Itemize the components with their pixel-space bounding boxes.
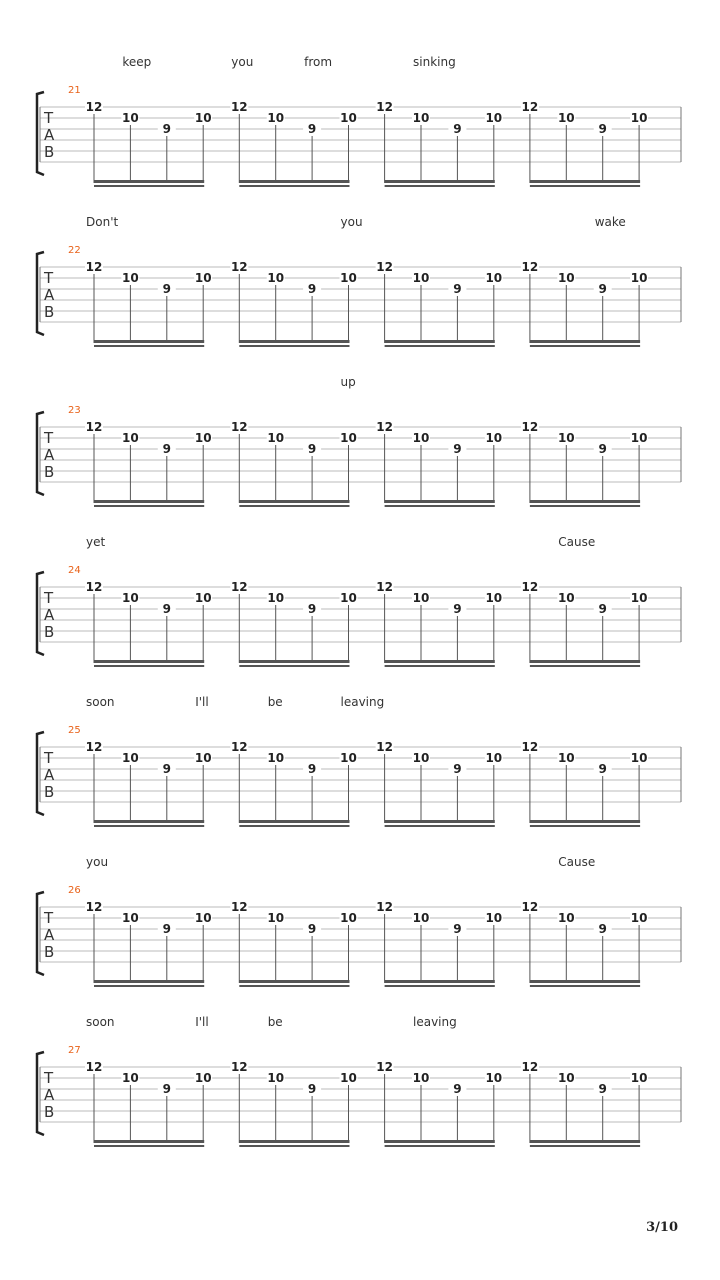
sixteenth-beam (239, 1145, 349, 1147)
fret-number: 10 (630, 431, 648, 445)
fret-number: 10 (557, 111, 575, 125)
lyric-word: soon (86, 1015, 115, 1029)
fret-number: 12 (230, 580, 248, 594)
sixteenth-beam (94, 185, 204, 187)
fret-number: 12 (85, 260, 103, 274)
fret-number: 10 (557, 911, 575, 925)
lyric-word: you (231, 55, 254, 69)
fret-number: 9 (162, 282, 171, 296)
sixteenth-beam (94, 340, 204, 343)
fret-number: 10 (340, 271, 357, 285)
fret-number: 10 (630, 271, 648, 285)
fret-number: 12 (85, 100, 103, 114)
measure-number: 22 (68, 245, 81, 256)
fret-number: 10 (267, 271, 285, 285)
fret-number: 12 (521, 580, 539, 594)
tab-clef-letter: B (44, 463, 55, 481)
sixteenth-beam (94, 1145, 204, 1147)
fret-number: 9 (307, 1082, 317, 1096)
sixteenth-beam (239, 980, 349, 983)
lyric-word: soon (86, 695, 115, 709)
fret-number: 10 (485, 431, 503, 445)
lyric-word: Don't (86, 215, 119, 229)
lyric-word: keep (122, 55, 152, 69)
fret-number: 10 (485, 271, 503, 285)
tab-clef-letter: T (44, 749, 54, 767)
lyric-word: be (267, 695, 283, 709)
fret-number: 10 (485, 911, 503, 925)
fret-number: 9 (307, 922, 317, 936)
fret-number: 9 (307, 282, 317, 296)
fret-number: 12 (230, 740, 248, 754)
sixteenth-beam (530, 180, 640, 183)
sixteenth-beam (94, 665, 204, 667)
sixteenth-beam (239, 345, 349, 347)
measure-number: 23 (68, 405, 81, 416)
sixteenth-beam (94, 500, 204, 503)
fret-number: 10 (630, 911, 648, 925)
sixteenth-beam (530, 1140, 640, 1143)
sixteenth-beam (94, 820, 204, 823)
measure-number: 26 (68, 885, 81, 896)
fret-number: 9 (598, 282, 607, 296)
tab-clef-letter: A (44, 926, 55, 944)
tab-clef-letter: T (44, 1069, 54, 1087)
sixteenth-beam (385, 505, 495, 507)
lyric-word: Cause (558, 855, 596, 869)
fret-number: 12 (85, 420, 103, 434)
tab-clef-letter: B (44, 623, 55, 641)
fret-number: 9 (453, 442, 462, 456)
lyric-word: you (86, 855, 109, 869)
fret-number: 10 (122, 591, 139, 605)
fret-number: 10 (122, 1071, 139, 1085)
sixteenth-beam (385, 660, 495, 663)
sixteenth-beam (94, 1140, 204, 1143)
fret-number: 12 (85, 740, 103, 754)
sixteenth-beam (385, 1145, 495, 1147)
sixteenth-beam (385, 180, 495, 183)
fret-number: 9 (453, 922, 462, 936)
sixteenth-beam (239, 985, 349, 987)
fret-number: 12 (85, 580, 103, 594)
fret-number: 9 (162, 762, 171, 776)
lyric-word: be (267, 1015, 283, 1029)
fret-number: 9 (598, 602, 607, 616)
tab-clef-letter: A (44, 126, 55, 144)
fret-number: 9 (162, 922, 171, 936)
fret-number: 12 (376, 420, 393, 434)
sixteenth-beam (385, 825, 495, 827)
sixteenth-beam (385, 985, 495, 987)
sixteenth-beam (385, 345, 495, 347)
sixteenth-beam (530, 340, 640, 343)
fret-number: 10 (412, 1071, 430, 1085)
fret-number: 12 (376, 900, 393, 914)
fret-number: 10 (485, 751, 503, 765)
sixteenth-beam (239, 665, 349, 667)
sixteenth-beam (239, 500, 349, 503)
fret-number: 12 (521, 900, 539, 914)
fret-number: 9 (453, 762, 462, 776)
lyric-word: leaving (413, 1015, 457, 1029)
tab-clef-letter: A (44, 446, 55, 464)
tab-clef-letter: T (44, 589, 54, 607)
fret-number: 10 (194, 911, 212, 925)
fret-number: 12 (521, 1060, 539, 1074)
page-number: 3/10 (646, 1220, 678, 1235)
sixteenth-beam (239, 660, 349, 663)
fret-number: 9 (162, 602, 171, 616)
sixteenth-beam (385, 665, 495, 667)
tab-staff (0, 557, 720, 667)
fret-number: 10 (412, 431, 430, 445)
sixteenth-beam (385, 500, 495, 503)
sixteenth-beam (385, 980, 495, 983)
fret-number: 10 (485, 591, 503, 605)
tab-clef-letter: B (44, 143, 55, 161)
fret-number: 12 (85, 1060, 103, 1074)
fret-number: 9 (453, 282, 462, 296)
fret-number: 10 (557, 431, 575, 445)
fret-number: 9 (598, 922, 607, 936)
sixteenth-beam (530, 1145, 640, 1147)
tab-staff (0, 237, 720, 347)
fret-number: 12 (230, 900, 248, 914)
fret-number: 10 (122, 911, 139, 925)
measure-number: 27 (68, 1045, 81, 1056)
fret-number: 10 (340, 431, 357, 445)
fret-number: 10 (412, 591, 430, 605)
fret-number: 10 (412, 271, 430, 285)
fret-number: 10 (485, 111, 503, 125)
lyric-word: yet (86, 535, 106, 549)
fret-number: 9 (307, 602, 317, 616)
tab-staff (0, 717, 720, 827)
tab-clef-letter: T (44, 909, 54, 927)
fret-number: 10 (267, 591, 285, 605)
lyric-word: wake (594, 215, 626, 229)
fret-number: 10 (485, 1071, 503, 1085)
sixteenth-beam (530, 980, 640, 983)
fret-number: 10 (340, 1071, 357, 1085)
tab-staff (0, 1037, 720, 1147)
lyric-word: you (340, 215, 363, 229)
fret-number: 10 (267, 911, 285, 925)
sixteenth-beam (239, 820, 349, 823)
sixteenth-beam (94, 660, 204, 663)
fret-number: 12 (376, 100, 393, 114)
tab-staff (0, 877, 720, 987)
sixteenth-beam (239, 185, 349, 187)
fret-number: 10 (340, 111, 357, 125)
sixteenth-beam (94, 985, 204, 987)
tab-clef-letter: B (44, 943, 55, 961)
fret-number: 10 (267, 751, 285, 765)
tab-clef-letter: A (44, 606, 55, 624)
fret-number: 9 (598, 762, 607, 776)
fret-number: 12 (230, 420, 248, 434)
fret-number: 10 (557, 751, 575, 765)
fret-number: 12 (230, 260, 248, 274)
fret-number: 12 (521, 100, 539, 114)
fret-number: 10 (412, 911, 430, 925)
sixteenth-beam (94, 345, 204, 347)
fret-number: 12 (376, 260, 393, 274)
fret-number: 10 (122, 751, 139, 765)
sixteenth-beam (530, 985, 640, 987)
sixteenth-beam (385, 340, 495, 343)
sixteenth-beam (385, 1140, 495, 1143)
sixteenth-beam (239, 825, 349, 827)
fret-number: 10 (194, 591, 212, 605)
sixteenth-beam (94, 825, 204, 827)
tab-clef-letter: T (44, 109, 54, 127)
fret-number: 10 (194, 431, 212, 445)
fret-number: 9 (598, 442, 607, 456)
tab-clef-letter: T (44, 429, 54, 447)
lyric-word: I'll (195, 1015, 209, 1029)
fret-number: 12 (521, 740, 539, 754)
lyric-word: I'll (195, 695, 209, 709)
tab-staff (0, 77, 720, 187)
sixteenth-beam (385, 820, 495, 823)
lyric-word: sinking (413, 55, 456, 69)
tab-clef-letter: A (44, 766, 55, 784)
sixteenth-beam (530, 825, 640, 827)
sixteenth-beam (239, 180, 349, 183)
lyric-word: Cause (558, 535, 596, 549)
fret-number: 10 (194, 751, 212, 765)
fret-number: 10 (557, 1071, 575, 1085)
fret-number: 10 (630, 751, 648, 765)
measure-number: 21 (68, 85, 81, 96)
fret-number: 10 (630, 111, 648, 125)
sixteenth-beam (385, 185, 495, 187)
fret-number: 12 (521, 420, 539, 434)
fret-number: 10 (267, 431, 285, 445)
tab-clef-letter: A (44, 1086, 55, 1104)
fret-number: 9 (453, 122, 462, 136)
tab-clef-letter: B (44, 783, 55, 801)
fret-number: 10 (122, 271, 139, 285)
fret-number: 9 (598, 122, 607, 136)
fret-number: 10 (194, 111, 212, 125)
fret-number: 9 (307, 442, 317, 456)
sixteenth-beam (530, 665, 640, 667)
fret-number: 10 (267, 1071, 285, 1085)
sixteenth-beam (239, 340, 349, 343)
fret-number: 10 (122, 111, 139, 125)
fret-number: 12 (376, 1060, 393, 1074)
sixteenth-beam (94, 180, 204, 183)
sixteenth-beam (239, 1140, 349, 1143)
lyric-word: up (340, 375, 356, 389)
lyric-word: leaving (340, 695, 385, 709)
fret-number: 10 (630, 1071, 648, 1085)
fret-number: 10 (630, 591, 648, 605)
fret-number: 10 (194, 1071, 212, 1085)
fret-number: 12 (230, 1060, 248, 1074)
fret-number: 10 (340, 911, 357, 925)
fret-number: 9 (598, 1082, 607, 1096)
sixteenth-beam (530, 505, 640, 507)
fret-number: 10 (557, 271, 575, 285)
tab-clef-letter: T (44, 269, 54, 287)
fret-number: 12 (376, 740, 393, 754)
sixteenth-beam (239, 505, 349, 507)
sixteenth-beam (530, 660, 640, 663)
fret-number: 10 (340, 591, 357, 605)
sixteenth-beam (530, 185, 640, 187)
measure-number: 24 (68, 565, 81, 576)
fret-number: 10 (557, 591, 575, 605)
fret-number: 10 (267, 111, 285, 125)
fret-number: 9 (307, 122, 317, 136)
fret-number: 12 (230, 100, 248, 114)
fret-number: 9 (162, 442, 171, 456)
fret-number: 9 (307, 762, 317, 776)
sixteenth-beam (94, 980, 204, 983)
sixteenth-beam (530, 345, 640, 347)
fret-number: 10 (194, 271, 212, 285)
sixteenth-beam (94, 505, 204, 507)
fret-number: 9 (453, 1082, 462, 1096)
fret-number: 12 (85, 900, 103, 914)
fret-number: 9 (162, 122, 171, 136)
fret-number: 10 (412, 111, 430, 125)
tab-staff (0, 397, 720, 507)
fret-number: 10 (340, 751, 357, 765)
fret-number: 10 (412, 751, 430, 765)
fret-number: 9 (453, 602, 462, 616)
tab-clef-letter: B (44, 1103, 55, 1121)
fret-number: 10 (122, 431, 139, 445)
sixteenth-beam (530, 500, 640, 503)
measure-number: 25 (68, 725, 81, 736)
fret-number: 9 (162, 1082, 171, 1096)
tab-clef-letter: B (44, 303, 55, 321)
tab-clef-letter: A (44, 286, 55, 304)
sixteenth-beam (530, 820, 640, 823)
fret-number: 12 (376, 580, 393, 594)
fret-number: 12 (521, 260, 539, 274)
lyric-word: from (304, 55, 333, 69)
